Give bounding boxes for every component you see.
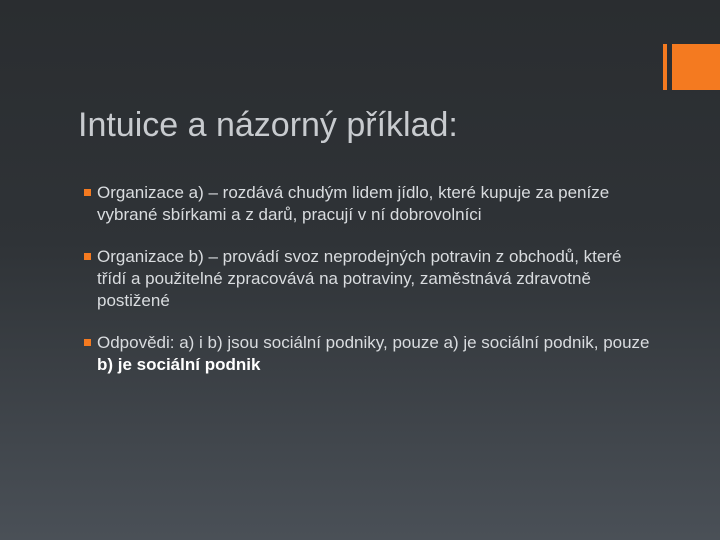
bullet-text: Organizace b) – provádí svoz neprodejných potravin z obchodů, které třídí a použitelné zpracovává na potraviny, zaměstnává zdravotně postižené bbox=[97, 247, 622, 310]
bullet-list bbox=[84, 182, 654, 376]
square-bullet-icon bbox=[84, 253, 91, 260]
square-bullet-icon bbox=[84, 189, 91, 196]
slide-title: Intuice a názorný příklad: bbox=[78, 106, 458, 144]
bullet-text: Organizace a) – rozdává chudým lidem jídlo, které kupuje za peníze vybrané sbírkami a z darů, pracují v ní dobrovolníci bbox=[97, 183, 610, 224]
bullet-item bbox=[84, 332, 654, 376]
bullet-text-bold: b) je sociální podnik bbox=[97, 355, 261, 374]
square-bullet-icon bbox=[84, 339, 91, 346]
accent-bar-thin bbox=[663, 44, 667, 90]
bullet-item bbox=[84, 246, 654, 312]
accent-bar-thick bbox=[672, 44, 720, 90]
bullet-text: Odpovědi: a) i b) jsou sociální podniky, pouze a) je sociální podnik, pouze bbox=[97, 333, 650, 352]
bullet-item bbox=[84, 182, 654, 226]
